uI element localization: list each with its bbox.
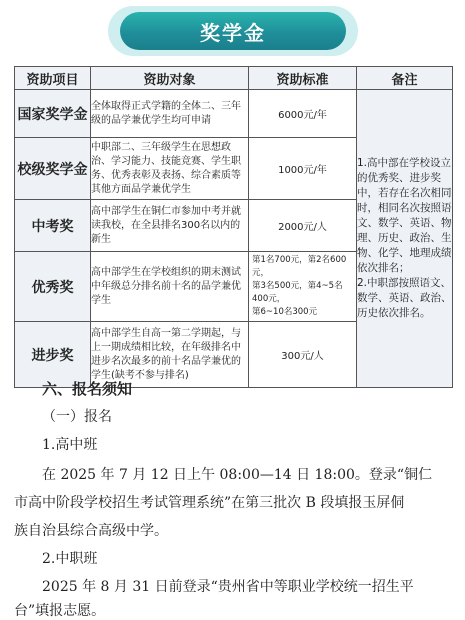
item-heading: 1.高中班 xyxy=(42,437,98,453)
subsection-heading: （一）报名 xyxy=(42,409,112,425)
row-target: 高中部学生在铜仁市参加中考并就读我校，在全县排名300名以内的新生 xyxy=(91,200,249,252)
paragraph-line: 市高中阶段学校招生考试管理系统”在第三批次 B 段填报玉屏侗 xyxy=(14,495,405,511)
row-target: 全体取得正式学籍的全体二、三年级的品学兼优学生均可申请 xyxy=(91,90,249,138)
row-type: 中考奖 xyxy=(15,200,91,252)
note-paragraph-1: 1.高中部在学校设立的优秀奖、进步奖中，若存在名次相同时，相同名次按照语文、数学、英语、物理、历史、政治、生物、化学、地理成绩依次排名； xyxy=(357,157,452,274)
row-standard: 1000元/年 xyxy=(249,138,357,200)
row-type: 校级奖学金 xyxy=(15,138,91,200)
row-type: 国家奖学金 xyxy=(15,90,91,138)
row-type: 优秀奖 xyxy=(15,252,91,322)
row-standard xyxy=(249,252,357,322)
note-paragraph-2: 2.中职部按照语文、数学、英语、政治、历史依次排名。 xyxy=(357,277,452,319)
banner-area xyxy=(0,0,465,62)
table-row xyxy=(15,90,453,138)
row-type: 进步奖 xyxy=(15,322,91,388)
header-project: 资助项目 xyxy=(15,67,91,90)
item-heading: 2.中职班 xyxy=(42,551,98,567)
paragraph-line: 台”填报志愿。 xyxy=(14,603,106,619)
section-heading: 六、报名须知 xyxy=(42,380,133,398)
row-standard: 6000元/年 xyxy=(249,90,357,138)
standard-line: 第1名700元，第2名600元， xyxy=(252,255,347,278)
header-standard: 资助标准 xyxy=(249,67,357,90)
row-standard: 2000元/人 xyxy=(249,200,357,252)
standard-line: 第6~10名300元 xyxy=(252,307,318,317)
standard-line: 第3名500元，第4~5名400元， xyxy=(252,281,343,304)
row-target: 高中部学生在学校组织的期末测试中年级总分排名前十名的品学兼优学生 xyxy=(91,252,249,322)
banner-title: 奖学金 xyxy=(120,12,346,50)
row-target: 高中部学生自高一第二学期起，与上一期成绩相比较，在年级排名中进步名次最多的前十名品学兼优的学生(缺考不参与排名) xyxy=(91,322,249,388)
paragraph-line: 在 2025 年 7 月 12 日上午 08:00—14 日 18:00。登录“铜仁 xyxy=(42,467,433,483)
note-cell xyxy=(357,90,453,388)
header-target: 资助对象 xyxy=(91,67,249,90)
paragraph-line: 2025 年 8 月 31 日前登录“贵州省中等职业学校统一招生平 xyxy=(42,579,414,595)
header-note: 备注 xyxy=(357,67,453,90)
row-target: 中职部二、三年级学生在思想政治、学习能力、技能竞赛、学生职务、优秀表彰及表扬、综合素质等其他方面品学兼优学生 xyxy=(91,138,249,200)
paragraph-line: 族自治县综合高级中学。 xyxy=(14,523,168,539)
row-standard: 300元/人 xyxy=(249,322,357,388)
table-header-row xyxy=(15,67,453,90)
scholarship-table xyxy=(14,66,453,388)
